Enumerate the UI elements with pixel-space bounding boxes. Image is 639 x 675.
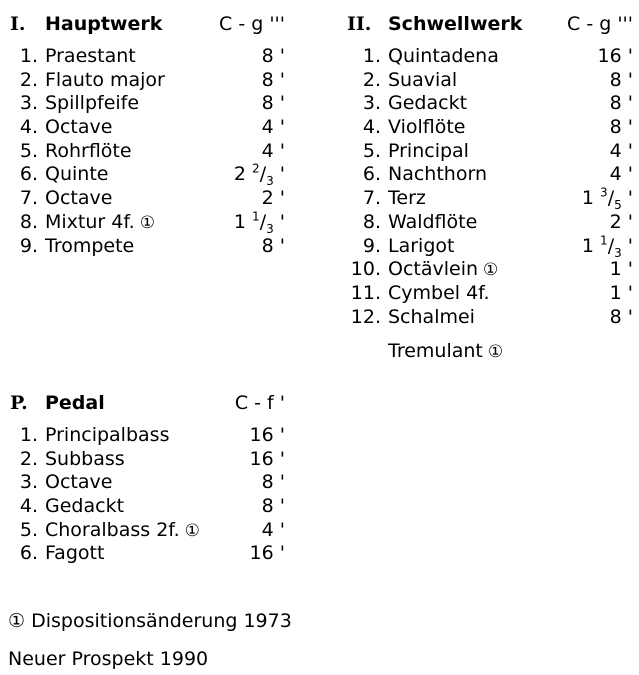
stop-size: 8 ' xyxy=(261,495,285,518)
stop-name xyxy=(45,45,136,67)
stop-size: 1 ' xyxy=(609,258,633,281)
stop-name-text: Quinte xyxy=(45,163,109,186)
footnote-marker-icon: ① xyxy=(483,260,499,281)
division-schwellwerk xyxy=(347,13,633,329)
stop-name-text: Octävlein xyxy=(388,258,479,281)
stop-number: 3. xyxy=(19,471,38,494)
stop-name xyxy=(45,495,124,517)
stop-row xyxy=(10,69,285,93)
stop-size: 8 ' xyxy=(609,305,633,328)
stop-number: 7. xyxy=(19,187,38,210)
stop-row xyxy=(10,116,285,140)
stop-number: 6. xyxy=(19,542,38,565)
stop-number: 12. xyxy=(350,305,381,328)
stop-name xyxy=(388,92,467,114)
division-name: Hauptwerk xyxy=(45,13,163,35)
stop-number: 3. xyxy=(19,92,38,115)
stop-name xyxy=(45,116,112,138)
stop-name-text: Nachthorn xyxy=(388,163,487,186)
stop-name-text: Fagott xyxy=(45,542,105,565)
stop-number: 10. xyxy=(350,258,381,281)
stop-row xyxy=(353,163,633,187)
stop-name-text: Octave xyxy=(45,471,113,494)
stop-name xyxy=(45,471,112,493)
stop-name-text: Rohrflöte xyxy=(45,139,132,162)
stop-name-text: Terz xyxy=(388,187,426,210)
stop-row xyxy=(10,235,285,259)
footnote-disposition-change: ① Dispositionsänderung 1973 xyxy=(8,610,292,632)
stop-size: 4 ' xyxy=(261,139,285,162)
stop-name-text: Subbass xyxy=(45,447,125,470)
stop-number: 9. xyxy=(362,234,381,257)
stop-name-text: Principalbass xyxy=(45,424,170,446)
stop-name xyxy=(388,163,487,185)
stop-number: 7. xyxy=(362,187,381,210)
stop-number: 9. xyxy=(19,234,38,257)
stop-name-text: Octave xyxy=(45,187,113,210)
stop-name-text: Violflöte xyxy=(388,116,466,139)
stop-name xyxy=(388,258,498,280)
stop-name xyxy=(45,187,112,209)
division-name: Schwellwerk xyxy=(388,13,523,35)
stop-name-text: Spillpfeife xyxy=(45,92,140,115)
stop-name-text: Trompete xyxy=(45,234,135,257)
stop-name-text: Schalmei xyxy=(388,305,475,328)
stop-row xyxy=(10,448,285,472)
stop-name xyxy=(388,45,499,67)
stop-number: 8. xyxy=(19,210,38,233)
stop-name xyxy=(45,92,139,114)
stop-number: 4. xyxy=(362,116,381,139)
stop-size: 2 ' xyxy=(261,187,285,210)
division-range: C - f ' xyxy=(234,392,285,414)
stop-row xyxy=(10,471,285,495)
stop-number: 3. xyxy=(362,92,381,115)
division-numeral: II. xyxy=(347,13,372,35)
stop-name xyxy=(388,306,475,328)
tremulant-label: Tremulant xyxy=(388,340,483,362)
stop-size: 8 ' xyxy=(261,92,285,115)
stop-name xyxy=(45,424,169,446)
stop-number: 1. xyxy=(19,424,38,446)
stop-size: 4 ' xyxy=(261,116,285,139)
stop-row xyxy=(350,258,633,282)
stop-size: 8 ' xyxy=(609,92,633,115)
stop-name xyxy=(45,163,108,185)
stop-name-text: Larigot xyxy=(388,234,455,257)
stop-number: 11. xyxy=(350,281,381,304)
stop-list xyxy=(350,45,633,329)
stop-name-text: Principal xyxy=(388,139,469,162)
stop-name-text: Quintadena xyxy=(388,45,499,67)
stop-size: 1 ' xyxy=(609,281,633,304)
stop-row xyxy=(350,305,633,330)
stop-size: 2 $^2/_3$ ' xyxy=(233,162,285,189)
stop-row xyxy=(353,140,633,164)
stop-name-text: Suavial xyxy=(388,68,458,91)
stop-size: 2 ' xyxy=(609,210,633,233)
stop-row xyxy=(353,187,633,211)
stop-row xyxy=(10,542,285,566)
stop-number: 8. xyxy=(362,210,381,233)
stop-row xyxy=(10,92,285,116)
stop-number: 2. xyxy=(19,68,38,91)
stop-number: 5. xyxy=(19,139,38,162)
division-numeral: P. xyxy=(10,392,28,414)
stop-size: 8 ' xyxy=(261,45,285,67)
stop-size: 1 $^1/_3$ ' xyxy=(233,209,285,236)
stop-number: 6. xyxy=(19,163,38,186)
division-header xyxy=(10,13,285,37)
division-numeral: I. xyxy=(10,13,26,35)
stop-name-text: Waldflöte xyxy=(388,210,478,233)
stop-number: 4. xyxy=(19,116,38,139)
stop-row xyxy=(10,211,285,235)
stop-row xyxy=(353,92,633,116)
stop-number: 2. xyxy=(19,447,38,470)
stop-row xyxy=(10,140,285,164)
footnote-marker-icon: ① xyxy=(139,212,155,233)
stop-size: 8 ' xyxy=(261,68,285,91)
division-header xyxy=(347,13,633,37)
stop-size: 8 ' xyxy=(261,471,285,494)
stop-row xyxy=(353,235,633,259)
stop-name-text: Mixtur 4f. xyxy=(45,210,135,233)
stop-size: 8 ' xyxy=(609,116,633,139)
stop-size: 16 ' xyxy=(597,45,633,67)
stop-size: 4 ' xyxy=(609,163,633,186)
stop-name xyxy=(388,282,490,304)
stop-row xyxy=(10,424,285,448)
stop-number: 2. xyxy=(362,68,381,91)
stop-row xyxy=(353,211,633,235)
stop-name-text: Gedackt xyxy=(388,92,468,115)
stop-row xyxy=(353,69,633,93)
division-name: Pedal xyxy=(45,392,105,414)
stop-name xyxy=(388,140,469,162)
division-range: C - g ''' xyxy=(567,13,633,35)
stop-name xyxy=(388,235,454,257)
stop-size: 4 ' xyxy=(609,139,633,162)
stop-name xyxy=(45,211,155,233)
stop-number: 1. xyxy=(362,45,381,67)
stop-name xyxy=(45,542,104,564)
stop-number: 5. xyxy=(19,518,38,541)
stop-list xyxy=(10,424,285,566)
stop-row xyxy=(10,45,285,69)
stop-name xyxy=(45,519,200,541)
stop-size: 1 $^3/_5$ ' xyxy=(581,185,633,212)
stop-size: 8 ' xyxy=(261,234,285,257)
stop-list xyxy=(10,45,285,258)
stop-name-text: Praestant xyxy=(45,45,136,67)
stop-number: 6. xyxy=(362,163,381,186)
division-range: C - g ''' xyxy=(219,13,285,35)
footnote-marker-icon: ① xyxy=(184,520,200,541)
division-pedal xyxy=(10,392,285,566)
stop-size: 4 ' xyxy=(261,518,285,541)
stop-name-text: Flauto major xyxy=(45,68,165,91)
stop-number: 1. xyxy=(19,45,38,67)
stop-name-text: Cymbel 4f. xyxy=(388,281,490,304)
stop-name xyxy=(388,116,466,138)
stop-row xyxy=(10,163,285,187)
stop-row xyxy=(350,281,633,306)
division-hauptwerk xyxy=(10,13,285,258)
stop-name xyxy=(45,69,165,91)
stop-name xyxy=(45,448,125,470)
stop-name xyxy=(388,211,477,233)
footnote-new-facade: Neuer Prospekt 1990 xyxy=(8,648,209,670)
stop-name xyxy=(388,69,457,91)
stop-row xyxy=(10,187,285,211)
stop-number: 4. xyxy=(19,495,38,518)
stop-size: 8 ' xyxy=(609,68,633,91)
footnote-marker-icon: ① xyxy=(487,342,504,362)
stop-size: 16 ' xyxy=(249,424,285,446)
stop-name xyxy=(388,187,426,209)
stop-size: 1 $^1/_3$ ' xyxy=(581,233,633,260)
tremulant xyxy=(388,340,503,362)
division-header xyxy=(10,392,285,416)
stop-row xyxy=(353,116,633,140)
stop-size: 16 ' xyxy=(249,542,285,565)
stop-name-text: Choralbass 2f. xyxy=(45,518,180,541)
stop-row xyxy=(10,519,285,543)
stop-name-text: Octave xyxy=(45,116,113,139)
stop-size: 16 ' xyxy=(249,447,285,470)
stop-name xyxy=(45,140,132,162)
stop-name xyxy=(45,235,134,257)
stop-row xyxy=(10,495,285,519)
stop-row xyxy=(353,45,633,69)
stop-name-text: Gedackt xyxy=(45,495,125,518)
stop-number: 5. xyxy=(362,139,381,162)
